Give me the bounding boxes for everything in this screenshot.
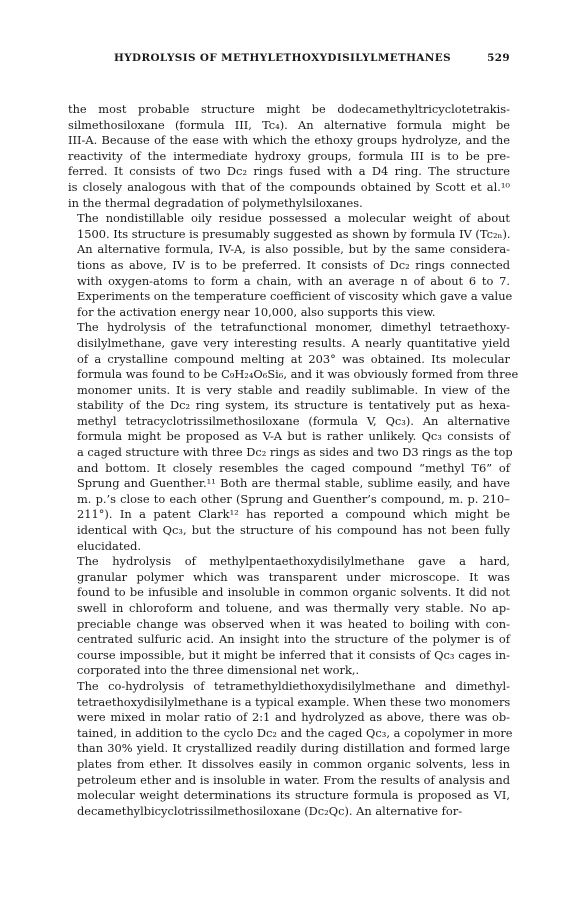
text-line: Sprung and Guenther.¹¹ Both are thermal stable, sublime easily, and have [77,476,510,491]
text-line: petroleum ether and is insoluble in water. From the results of analysis and [77,772,510,787]
text-line: in the thermal degradation of polymethylsiloxanes. [68,195,363,210]
text-line: ferred. It consists of two Dc₂ rings fused with a D4 ring. The structure [68,164,510,179]
text-line: tetraethoxydisilylmethane is a typical example. When these two monomers [77,694,511,709]
text-line: disilylmethane, gave very interesting results. A nearly quantitative yield [77,335,510,350]
text-line: Experiments on the temperature coefficient of viscosity which gave a value [77,289,513,304]
text-line: corporated into the three dimensional net work,. [77,663,360,678]
text-line: and bottom. It closely resembles the caged compound “methyl T6” of [77,460,510,475]
text-line: An alternative formula, IV-A, is also possible, but by the same considera- [77,242,510,257]
paragraph [68,211,513,320]
text-line: 211°). In a patent Clark¹² has reported a compound which might be [77,507,510,522]
text-line: 1500. Its structure is presumably suggested as shown by formula IV (Tc₂ₙ). [77,226,511,241]
text-line: a caged structure with three Dc₂ rings as sides and two D3 rings as the top [77,445,513,460]
text-line: silmethosiloxane (formula III, Tc₄). An alternative formula might be [68,117,510,132]
text-line: III-A. Because of the ease with which the ethoxy groups hydrolyze, and the [68,133,510,148]
paragraph [68,678,513,819]
paragraph [68,320,519,554]
running-title: HYDROLYSIS OF METHYLETHOXYDISILYLMETHANES [114,52,451,64]
text-line: with oxygen-atoms to form a chain, with an average n of about 6 to 7. [77,273,510,288]
text-line: The hydrolysis of methylpentaethoxydisilylmethane gave a hard, [77,554,510,569]
text-line: than 30% yield. It crystallized readily during distillation and formed large [77,741,510,756]
text-line: formula was found to be C₉H₂₄O₆Si₆, and it was obviously formed from three [77,367,519,382]
text-line: preciable change was observed when it was heated to boiling with con- [77,616,510,631]
text-line: were mixed in molar ratio of 2:1 and hydrolyzed as above, there was ob- [77,710,510,725]
text-line: swell in chloroform and toluene, and was thermally very stable. No ap- [77,601,510,615]
text-line: m. p.’s close to each other (Sprung and Guenther’s compound, m. p. 210– [77,491,510,506]
text-line: of a crystalline compound melting at 203° was obtained. Its molecular [77,351,510,366]
text-line: methyl tetracyclotrissilmethosiloxane (formula V, Qc₃). An alternative [77,413,510,428]
text-line: elucidated. [77,538,142,553]
text-line: decamethylbicyclotrissilmethosiloxane (Dc₂Qc). An alternative for- [77,803,463,818]
paragraph [68,102,510,211]
paragraph [68,554,510,679]
text-line: monomer units. It is very stable and readily sublimable. In view of the [77,382,510,397]
text-line: molecular weight determinations its structure formula is proposed as VI, [77,788,510,803]
text-line: reactivity of the intermediate hydroxy groups, formula III is to be pre- [68,148,510,163]
text-line: the most probable structure might be dodecamethyltricyclotetrakis- [68,102,510,116]
text-line: centrated sulfuric acid. An insight into the structure of the polymer is of [77,632,510,647]
text-line: The co-hydrolysis of tetramethyldiethoxydisilylmethane and dimethyl- [77,678,510,693]
text-line: identical with Qc₃, but the structure of his compound has not been fully [77,523,510,538]
text-line: course impossible, but it might be inferred that it consists of Qc₃ cages in- [77,647,510,662]
page [68,50,519,819]
running-header [68,50,510,68]
text-line: granular polymer which was transparent under microscope. It was [77,569,510,584]
text-line: stability of the Dc₂ ring system, its structure is tentatively put as hexa- [77,398,510,413]
text-line: for the activation energy near 10,000, also supports this view. [77,304,436,319]
text-line: tained, in addition to the cyclo Dc₂ and the caged Qc₃, a copolymer in more [77,725,513,740]
body-text [68,102,519,819]
text-line: formula might be proposed as V-A but is rather unlikely. Qc₃ consists of [77,429,510,444]
text-line: The nondistillable oily residue possessed a molecular weight of about [77,211,510,226]
text-line: The hydrolysis of the tetrafunctional monomer, dimethyl tetraethoxy- [77,320,510,335]
page-number: 529 [487,52,510,64]
text-line: found to be infusible and insoluble in common organic solvents. It did not [77,585,510,600]
text-line: is closely analogous with that of the compounds obtained by Scott et al.¹⁰ [68,179,510,194]
text-line: tions as above, IV is to be preferred. It consists of Dc₂ rings connected [77,257,510,272]
text-line: plates from ether. It dissolves easily in common organic solvents, less in [77,756,510,771]
